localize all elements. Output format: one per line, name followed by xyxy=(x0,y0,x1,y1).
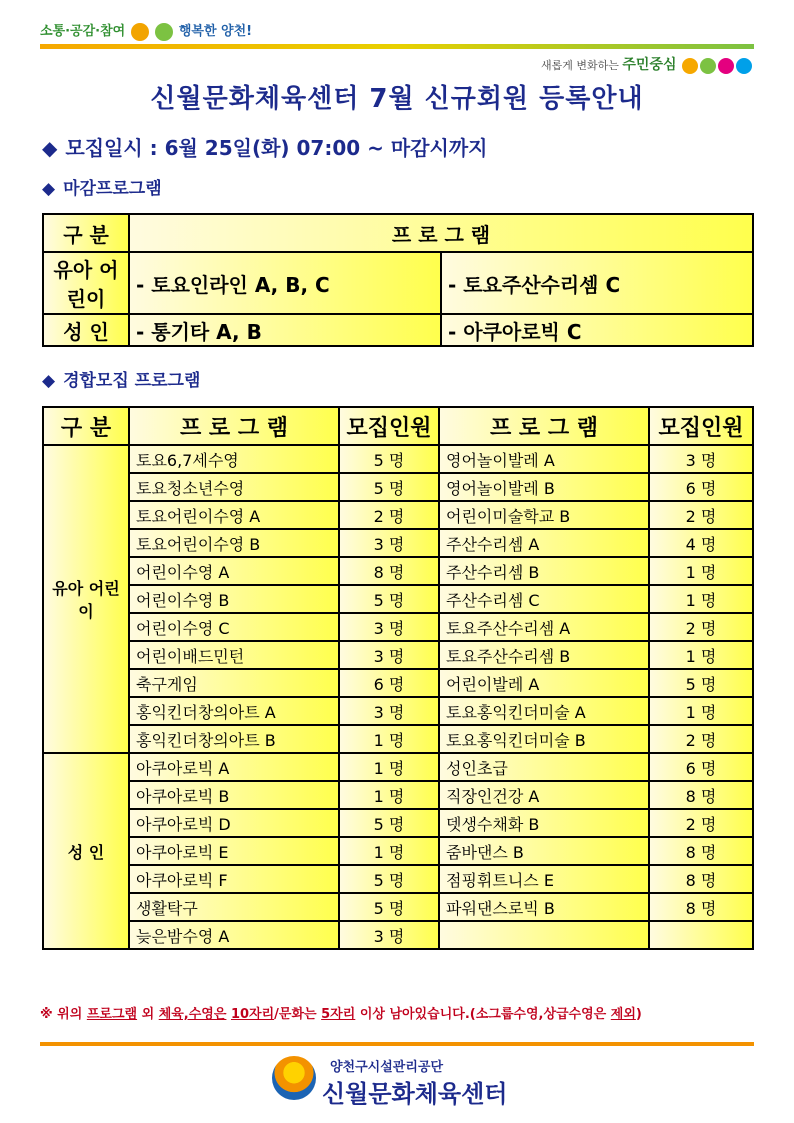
program-cell: 어린이발레 A xyxy=(439,669,649,697)
motto-badges xyxy=(680,59,752,72)
program-cell: 토요홍익킨더미술 B xyxy=(439,725,649,753)
program-cell: 토요어린이수영 A xyxy=(129,501,339,529)
recruit-date-line xyxy=(42,132,487,161)
capacity-cell: 2 명 xyxy=(649,725,753,753)
capacity-cell: 1 명 xyxy=(649,697,753,725)
slogan-happy: 행복한 양천! xyxy=(178,24,253,39)
table-row xyxy=(43,753,753,781)
program-cell: 영어놀이발레 B xyxy=(439,473,649,501)
compete-header: 구 분 xyxy=(43,407,129,445)
slogan-text: 소통·공감·참여 xyxy=(40,24,126,39)
program-cell: 토요어린이수영 B xyxy=(129,529,339,557)
program-cell: 홍익킨더창의아트 B xyxy=(129,725,339,753)
motto-emphasis: 주민중심 xyxy=(622,57,677,73)
program-cell: 아쿠아로빅 D xyxy=(129,809,339,837)
program-cell: 아쿠아로빅 A xyxy=(129,753,339,781)
program-cell: 줌바댄스 B xyxy=(439,837,649,865)
table-row xyxy=(43,809,753,837)
program-cell: 주산수리셈 C xyxy=(439,585,649,613)
program-cell: 어린이수영 A xyxy=(129,557,339,585)
program-cell: 아쿠아로빅 B xyxy=(129,781,339,809)
capacity-cell: 1 명 xyxy=(339,781,439,809)
program-cell: 어린이미술학교 B xyxy=(439,501,649,529)
compete-header: 프 로 그 램 xyxy=(129,407,339,445)
table-row xyxy=(43,473,753,501)
table-row xyxy=(43,641,753,669)
closed-col-program: 프 로 그 램 xyxy=(129,214,753,252)
top-divider xyxy=(40,44,754,49)
program-cell: 어린이수영 B xyxy=(129,585,339,613)
group-label: 유아 어린이 xyxy=(43,445,129,753)
closed-group-kids: 유아 어린이 xyxy=(43,252,129,314)
recruit-date: 모집일시 : 6월 25일(화) 07:00 ~ 마감시까지 xyxy=(65,136,488,160)
capacity-cell: 8 명 xyxy=(649,837,753,865)
capacity-cell: 1 명 xyxy=(649,641,753,669)
capacity-cell: 5 명 xyxy=(339,445,439,473)
capacity-cell: 5 명 xyxy=(339,865,439,893)
program-cell: 축구게임 xyxy=(129,669,339,697)
capacity-cell: 3 명 xyxy=(339,641,439,669)
table-row xyxy=(43,669,753,697)
capacity-cell: 8 명 xyxy=(339,557,439,585)
program-cell: 아쿠아로빅 E xyxy=(129,837,339,865)
table-row xyxy=(43,445,753,473)
capacity-cell: 3 명 xyxy=(339,921,439,949)
capacity-cell: 5 명 xyxy=(339,473,439,501)
capacity-cell: 3 명 xyxy=(649,445,753,473)
program-cell: 어린이수영 C xyxy=(129,613,339,641)
capacity-cell: 1 명 xyxy=(339,753,439,781)
footnote xyxy=(40,1003,642,1022)
capacity-cell: 6 명 xyxy=(649,753,753,781)
bottom-divider xyxy=(40,1042,754,1046)
program-cell: 토요주산수리셈 A xyxy=(439,613,649,641)
program-cell: 토요홍익킨더미술 A xyxy=(439,697,649,725)
motto-badge-3 xyxy=(718,58,734,74)
capacity-cell: 8 명 xyxy=(649,893,753,921)
closed-cell: - 토요인라인 A, B, C xyxy=(129,252,441,314)
capacity-cell: 5 명 xyxy=(339,809,439,837)
table-row xyxy=(43,781,753,809)
note-underline: 5자리 xyxy=(321,1007,356,1022)
capacity-cell: 1 명 xyxy=(649,585,753,613)
motto-text: 새롭게 변화하는 xyxy=(541,59,619,72)
program-cell: 점핑휘트니스 E xyxy=(439,865,649,893)
motto xyxy=(541,54,752,74)
program-cell: 홍익킨더창의아트 A xyxy=(129,697,339,725)
program-cell: 주산수리셈 B xyxy=(439,557,649,585)
capacity-cell: 2 명 xyxy=(339,501,439,529)
note-text: 이상 남아있습니다.(소그룹수영,상급수영은 xyxy=(359,1007,607,1022)
closed-heading-line xyxy=(42,174,162,199)
table-row xyxy=(43,837,753,865)
capacity-cell: 2 명 xyxy=(649,613,753,641)
capacity-cell: 4 명 xyxy=(649,529,753,557)
program-cell: 생활탁구 xyxy=(129,893,339,921)
table-row xyxy=(43,921,753,949)
program-cell: 토요6,7세수영 xyxy=(129,445,339,473)
org-name: 양천구시설관리공단 xyxy=(330,1060,444,1075)
compete-table-body xyxy=(43,445,753,949)
motto-badge-1 xyxy=(682,58,698,74)
capacity-cell: 5 명 xyxy=(339,585,439,613)
capacity-cell: 8 명 xyxy=(649,781,753,809)
program-cell: 토요청소년수영 xyxy=(129,473,339,501)
program-cell: 뎃생수채화 B xyxy=(439,809,649,837)
capacity-cell xyxy=(649,921,753,949)
compete-header: 모집인원 xyxy=(649,407,753,445)
motto-badge-2 xyxy=(700,58,716,74)
table-row xyxy=(43,557,753,585)
table-row xyxy=(43,865,753,893)
program-cell: 파워댄스로빅 B xyxy=(439,893,649,921)
motto-badge-4 xyxy=(736,58,752,74)
capacity-cell: 8 명 xyxy=(649,865,753,893)
capacity-cell: 1 명 xyxy=(339,725,439,753)
capacity-cell: 2 명 xyxy=(649,501,753,529)
diamond-icon: ◆ xyxy=(42,136,58,160)
capacity-cell: 1 명 xyxy=(649,557,753,585)
closed-heading: 마감프로그램 xyxy=(63,179,162,199)
capacity-cell: 6 명 xyxy=(339,669,439,697)
capacity-cell: 5 명 xyxy=(649,669,753,697)
capacity-cell: 3 명 xyxy=(339,529,439,557)
slogan-orb-green xyxy=(155,23,173,41)
page-title: 신월문화체육센터 7월 신규회원 등록안내 xyxy=(150,84,644,114)
note-text: 외 xyxy=(141,1007,155,1022)
compete-heading-line xyxy=(42,366,200,391)
table-row xyxy=(43,613,753,641)
program-cell: 아쿠아로빅 F xyxy=(129,865,339,893)
closed-cell: - 통기타 A, B xyxy=(129,314,441,346)
closed-cell: - 아쿠아로빅 C xyxy=(441,314,753,346)
compete-header: 모집인원 xyxy=(339,407,439,445)
closed-col-group: 구 분 xyxy=(43,214,129,252)
closed-cell: - 토요주산수리셈 C xyxy=(441,252,753,314)
table-row xyxy=(43,697,753,725)
program-cell: 직장인건강 A xyxy=(439,781,649,809)
capacity-cell: 5 명 xyxy=(339,893,439,921)
program-cell xyxy=(439,921,649,949)
capacity-cell: 3 명 xyxy=(339,697,439,725)
program-cell: 어린이배드민턴 xyxy=(129,641,339,669)
table-row xyxy=(43,585,753,613)
note-underline: 체육,수영은 xyxy=(158,1007,227,1022)
center-name: 신월문화체육센터 xyxy=(322,1080,508,1108)
note-text: 위의 xyxy=(57,1007,83,1022)
closed-programs-table xyxy=(42,213,754,347)
program-cell: 토요주산수리셈 B xyxy=(439,641,649,669)
table-row xyxy=(43,529,753,557)
capacity-cell: 1 명 xyxy=(339,837,439,865)
closed-group-adult: 성 인 xyxy=(43,314,129,346)
group-label: 성 인 xyxy=(43,753,129,949)
compete-programs-table xyxy=(42,406,754,950)
table-row xyxy=(43,725,753,753)
compete-header: 프 로 그 램 xyxy=(439,407,649,445)
note-text: /문화는 xyxy=(274,1007,317,1022)
sun-logo-icon xyxy=(272,1056,316,1100)
slogan-orb-orange xyxy=(131,23,149,41)
program-cell: 성인초급 xyxy=(439,753,649,781)
diamond-icon: ◆ xyxy=(42,179,56,199)
diamond-icon: ◆ xyxy=(42,371,56,391)
slogan xyxy=(40,20,252,41)
program-cell: 늦은밤수영 A xyxy=(129,921,339,949)
capacity-cell: 3 명 xyxy=(339,613,439,641)
table-row xyxy=(43,893,753,921)
program-cell: 주산수리셈 A xyxy=(439,529,649,557)
note-text: ) xyxy=(635,1007,642,1022)
table-row xyxy=(43,501,753,529)
capacity-cell: 2 명 xyxy=(649,809,753,837)
capacity-cell: 6 명 xyxy=(649,473,753,501)
note-underline: 10자리 xyxy=(230,1007,275,1022)
note-mark: ※ xyxy=(40,1007,53,1022)
note-underline: 프로그램 xyxy=(86,1007,138,1022)
note-underline: 제외 xyxy=(610,1007,636,1022)
program-cell: 영어놀이발레 A xyxy=(439,445,649,473)
compete-heading: 경합모집 프로그램 xyxy=(63,371,201,391)
